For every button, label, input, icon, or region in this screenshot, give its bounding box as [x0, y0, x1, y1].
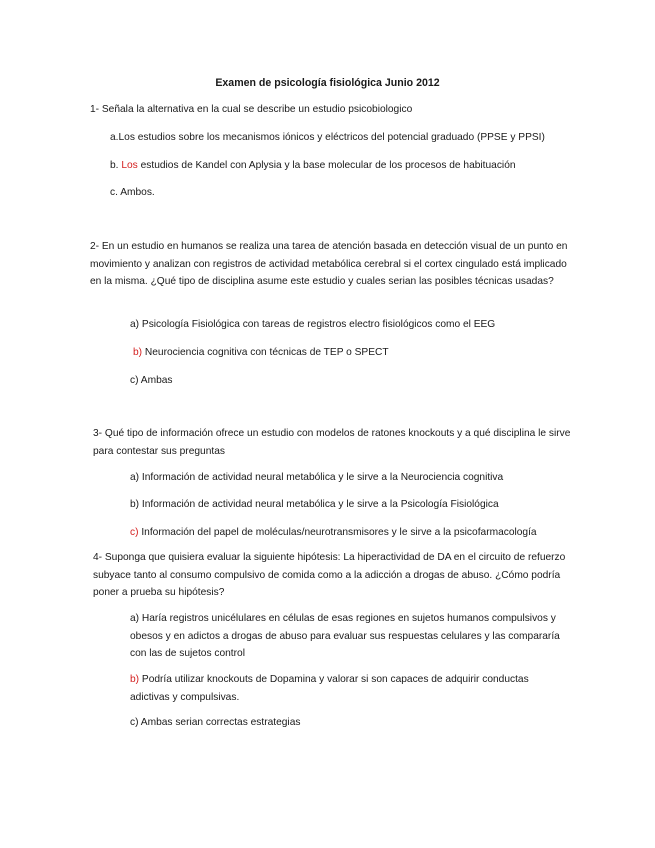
question-2-option-a [130, 316, 495, 334]
question-1-option-a [110, 129, 545, 147]
option-text: Ambas [140, 375, 173, 386]
question-1-option-c [110, 184, 155, 202]
option-text: Información del papel de moléculas/neurotransmisores y le sirve a la psicofarmacología [141, 527, 537, 538]
option-prefix: c) [130, 527, 139, 538]
option-text: Psicología Fisiológica con tareas de registros electro fisiológicos como el EEG [141, 319, 496, 330]
question-1-option-b [110, 157, 516, 175]
option-prefix: c) [130, 375, 139, 386]
question-1-text: 1- Señala la alternativa en la cual se describe un estudio psicobiologico [90, 104, 413, 115]
question-2-option-b [133, 344, 389, 362]
question-2-text: 2- En un estudio en humanos se realiza una tarea de atención basada en detección visual de un punto en movimiento y analizan con registros de actividad metabólica cerebral si el cortex cingulado está implicado en la misma. ¿Qué tipo de disciplina asume este estudio y cuales serian las posibles técnicas usadas? [90, 241, 568, 287]
question-4-option-a [130, 610, 570, 663]
option-prefix: a) [130, 613, 140, 624]
option-text: Información de actividad neural metabólica y le sirve a la Neurociencia cognitiva [141, 472, 504, 483]
question-4-text: 4- Suponga que quisiera evaluar la siguiente hipótesis: La hiperactividad de DA en el circuito de refuerzo subyace tanto al consumo compulsivo de comida como a la adicción a drogas de abuso. ¿Cómo podría poner a prueba su hipótesis? [93, 552, 566, 598]
option-text: Información de actividad neural metabólica y le sirve a la Psicología Fisiológica [141, 499, 499, 510]
question-3-option-b [130, 496, 499, 514]
option-text: Podría utilizar knockouts de Dopamina y valorar si son capaces de adquirir conductas adictivas y compulsivas. [130, 674, 529, 703]
option-text: estudios de Kandel con Aplysia y la base molecular de los procesos de habituación [140, 160, 516, 171]
option-prefix: c) [130, 717, 139, 728]
option-prefix: a) [130, 319, 140, 330]
option-prefix: c. [110, 187, 118, 198]
question-4-option-c [130, 714, 300, 732]
exam-title: Examen de psicología fisiológica Junio 2012 [215, 77, 440, 89]
highlighted-word: Los [121, 160, 138, 171]
question-2-option-c [130, 372, 173, 390]
question-3-option-a [130, 469, 503, 487]
option-prefix: b) [130, 499, 140, 510]
option-prefix: b) [133, 347, 143, 358]
option-text: Los estudios sobre los mecanismos iónicos y eléctricos del potencial graduado (PPSE y PPSI) [118, 132, 545, 143]
option-text: Ambas serian correctas estrategias [140, 717, 301, 728]
question-3-option-c [130, 524, 537, 542]
option-prefix: b) [130, 674, 140, 685]
option-prefix: a. [110, 132, 119, 143]
question-4-option-b [130, 671, 570, 706]
option-prefix: a) [130, 472, 140, 483]
option-text: Neurociencia cognitiva con técnicas de TEP o SPECT [144, 347, 389, 358]
option-text: Haría registros unicélulares en células de esas regiones en sujetos humanos compulsivos y obesos y en adictos a drogas de abuso para evaluar sus respuestas celulares y las compararía con las de sujetos control [130, 613, 560, 659]
option-text: Ambos. [120, 187, 155, 198]
question-3-text: 3- Qué tipo de información ofrece un estudio con modelos de ratones knockouts y a qué disciplina le sirve para contestar sus preguntas [93, 428, 571, 457]
option-prefix: b. [110, 160, 119, 171]
